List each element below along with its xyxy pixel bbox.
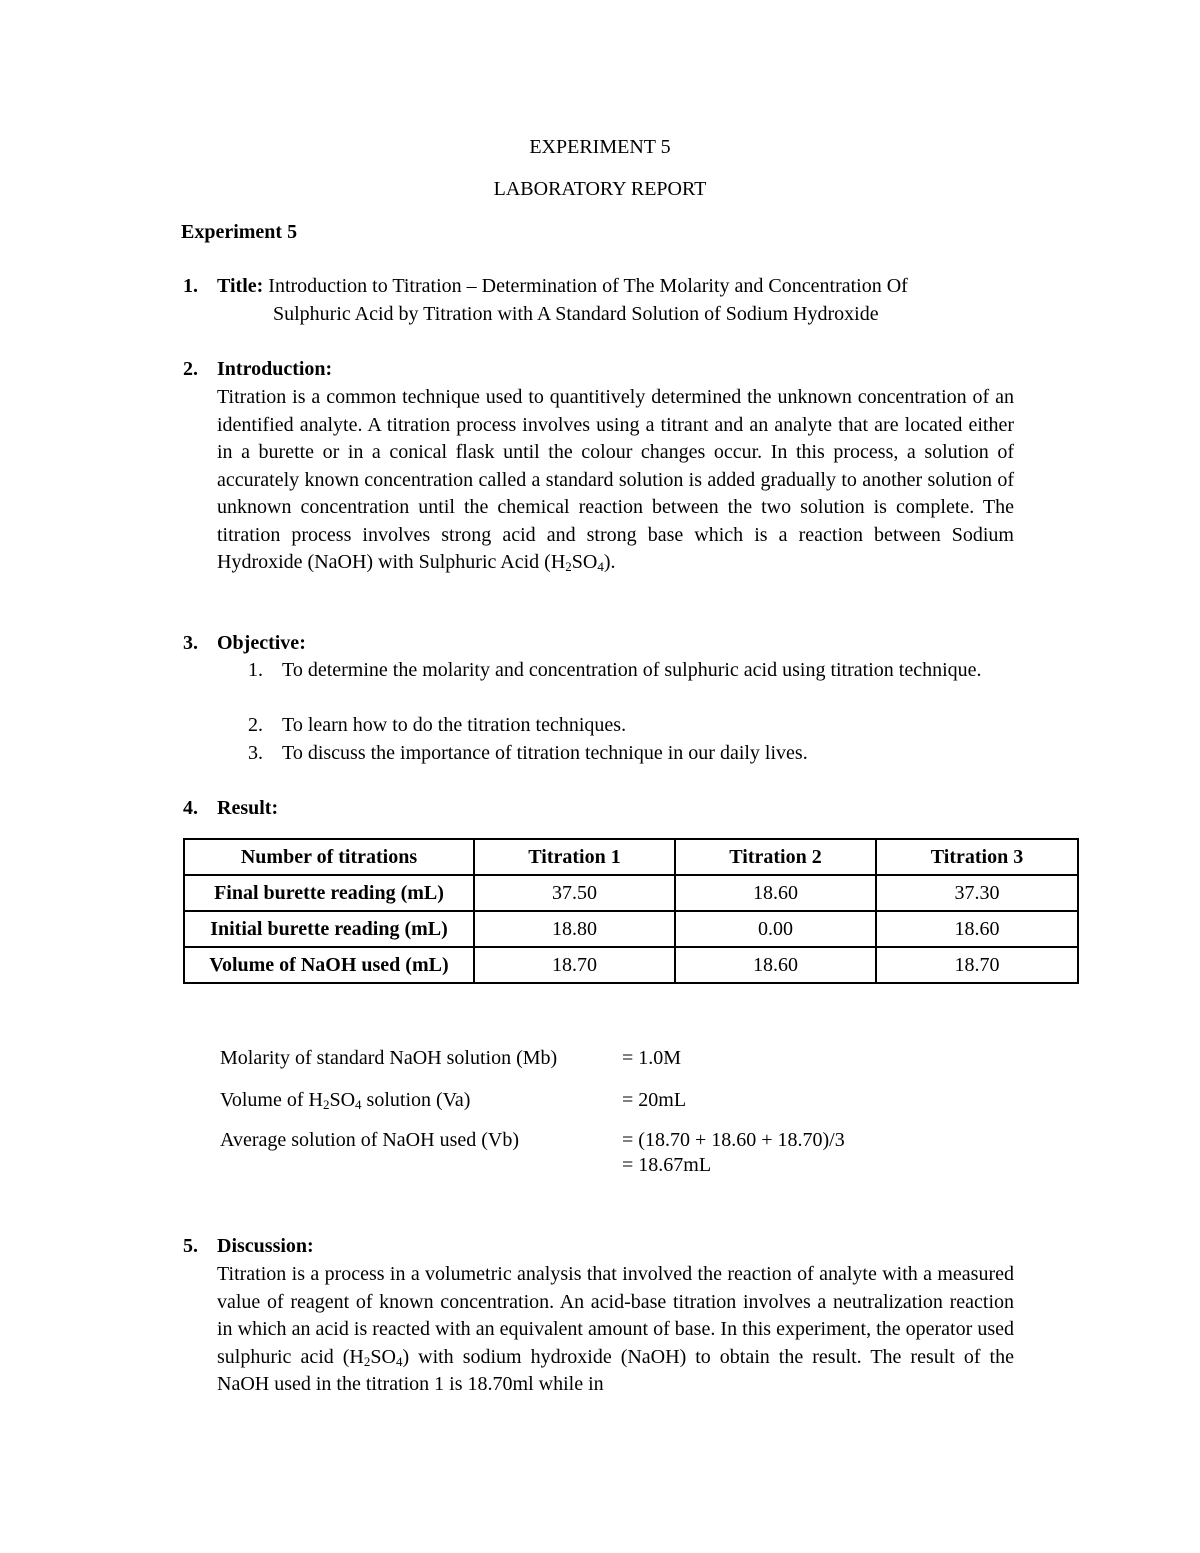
- table-header-cell: Number of titrations: [184, 839, 474, 875]
- discussion-sub-2: 4: [395, 1353, 403, 1369]
- section-number-objective: 3.: [183, 632, 198, 654]
- discussion-so: SO: [370, 1345, 396, 1368]
- average-value-1: = (18.70 + 18.60 + 18.70)/3: [622, 1129, 845, 1151]
- table-cell: 18.70: [474, 947, 675, 983]
- table-header-cell: Titration 2: [675, 839, 876, 875]
- objective-text-3: To discuss the importance of titration technique in our daily lives.: [282, 742, 808, 764]
- volume-label: [220, 1087, 470, 1115]
- discussion-heading: Discussion:: [217, 1235, 314, 1257]
- objective-heading: Objective:: [217, 632, 306, 654]
- introduction-sub-1: 2: [565, 559, 572, 574]
- section-number-introduction: 2.: [183, 358, 198, 380]
- table-cell: 37.50: [474, 875, 675, 911]
- objective-number-1: 1.: [248, 659, 263, 681]
- volume-label-mid: SO: [329, 1089, 356, 1111]
- table-cell: 0.00: [675, 911, 876, 947]
- introduction-text: Titration is a common technique used to quantitively determined the unknown concentration of an identified analyte. A titration process involves using a titrant and an analyte that are located either in a burette or in a conical flask until the colour changes occur. In this process, a solution of accurately known concentration called a standard solution is added gradually to another solution of unknown concentration until the chemical reaction between the two solution is complete. The titration process involves strong acid and strong base which is a reaction between Sodium Hydroxide (NaOH) with Sulphuric Acid (H: [217, 386, 1014, 573]
- table-header-cell: Titration 3: [876, 839, 1078, 875]
- introduction-heading: Introduction:: [217, 358, 333, 380]
- volume-label-post: solution (Va): [361, 1089, 471, 1111]
- title-label: Title:: [217, 275, 264, 297]
- discussion-text-2: ) with sodium hydroxide (NaOH) to obtain the result. The result of the NaOH used in the titration 1 is 18.70ml while in: [217, 1345, 1014, 1395]
- document-subtitle: LABORATORY REPORT: [493, 178, 707, 200]
- title-text-2: Sulphuric Acid by Titration with A Standard Solution of Sodium Hydroxide: [273, 303, 879, 325]
- title-line-1: [217, 273, 908, 301]
- title-text-1: Introduction to Titration – Determination of The Molarity and Concentration Of: [268, 275, 908, 297]
- table-cell: 18.60: [675, 875, 876, 911]
- discussion-paragraph: [217, 1261, 1014, 1399]
- experiment-label: Experiment 5: [181, 221, 298, 243]
- volume-sub-2: 4: [355, 1097, 362, 1112]
- discussion-text-1: Titration is a process in a volumetric analysis that involved the reaction of analyte with a measured value of reagent of known concentration. An acid-base titration involves a neutralization reaction in which an acid is reacted with an equivalent amount of base. In this experiment, the operator used sulphuric acid (H: [217, 1263, 1014, 1368]
- volume-sub-1: 2: [322, 1097, 330, 1112]
- molarity-label: Molarity of standard NaOH solution (Mb): [220, 1047, 558, 1069]
- table-row-label: Final burette reading (mL): [184, 875, 474, 911]
- average-label: Average solution of NaOH used (Vb): [220, 1129, 519, 1151]
- table-row: [184, 875, 1078, 911]
- table-row-label: Initial burette reading (mL): [184, 911, 474, 947]
- table-row-label: Volume of NaOH used (mL): [184, 947, 474, 983]
- table-cell: 18.70: [876, 947, 1078, 983]
- table-cell: 18.80: [474, 911, 675, 947]
- document-title: EXPERIMENT 5: [529, 136, 671, 158]
- objective-number-2: 2.: [248, 714, 263, 736]
- molarity-value: = 1.0M: [622, 1047, 682, 1069]
- result-heading: Result:: [217, 797, 279, 819]
- objective-number-3: 3.: [248, 742, 263, 764]
- table-cell: 37.30: [876, 875, 1078, 911]
- volume-value: = 20mL: [622, 1089, 687, 1111]
- objective-text-1: To determine the molarity and concentration of sulphuric acid using titration technique.: [282, 659, 982, 681]
- introduction-end: ).: [603, 551, 616, 573]
- table-header-cell: Titration 1: [474, 839, 675, 875]
- introduction-sub-2: 4: [597, 559, 604, 574]
- volume-label-pre: Volume of H: [220, 1089, 323, 1111]
- discussion-sub-1: 2: [363, 1353, 371, 1369]
- average-value-2: = 18.67mL: [622, 1154, 712, 1176]
- result-table: [183, 838, 1079, 984]
- introduction-paragraph: [217, 384, 1014, 577]
- table-cell: 18.60: [675, 947, 876, 983]
- table-row: [184, 911, 1078, 947]
- section-number-title: 1.: [183, 275, 198, 297]
- introduction-so: SO: [571, 551, 598, 573]
- section-number-discussion: 5.: [183, 1235, 198, 1257]
- section-number-result: 4.: [183, 797, 198, 819]
- table-header-row: [184, 839, 1078, 875]
- objective-text-2: To learn how to do the titration techniques.: [282, 714, 627, 736]
- table-cell: 18.60: [876, 911, 1078, 947]
- table-row: [184, 947, 1078, 983]
